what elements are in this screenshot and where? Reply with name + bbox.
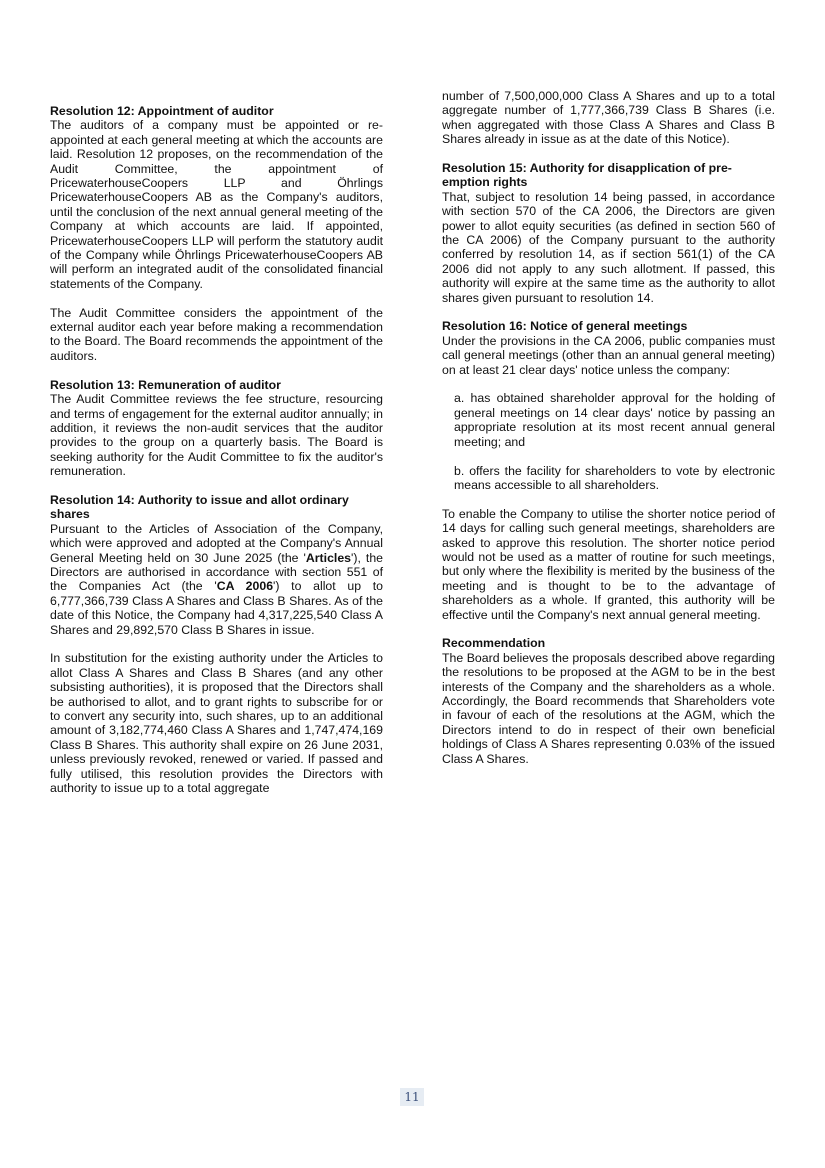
articles-defined-term: Articles [305, 550, 352, 565]
resolution-13-heading: Resolution 13: Remuneration of auditor [50, 377, 281, 392]
resolution-14-continuation: number of 7,500,000,000 Class A Shares and up to a total aggregate number of 1,777,366,739 Class B Shares (i.e. when aggregated with those Class A Shares and Class B Shares already in issue as at the date of this Notice). [442, 89, 775, 147]
resolution-16-item-a: a. has obtained shareholder approval for the holding of general meetings on 14 clear days' notice by passing an appropriate resolution at its most recent annual general meeting; and [454, 391, 775, 449]
resolution-14-paragraph-2: In substitution for the existing authority under the Articles to allot Class A Shares and Class B Shares (and any other subsisting authorities), it is proposed that the Directors shall be authorised to allot, and to grant rights to subscribe for or to convert any security into, such shares, up to an additional amount of 3,182,774,460 Class A Shares and 1,747,474,169 Class B Shares. This authority shall expire on 26 June 2031, unless previously revoked, renewed or varied. If passed and fully utilised, this resolution provides the Directors with authority to issue up to a total aggregate [50, 651, 383, 796]
resolution-12-paragraph-1: The auditors of a company must be appointed or re-appointed at each general meeting at which the accounts are laid. Resolution 12 proposes, on the recommendation of the Audit Committee, the appointment of PricewaterhouseCoopers LLP and Öhrlings PricewaterhouseCoopers AB as the Company's auditors, until the conclusion of the next annual general meeting of the Company at which accounts are laid. If appointed, PricewaterhouseCoopers LLP will perform the statutory audit of the Company while Öhrlings PricewaterhouseCoopers AB will perform an integrated audit of the consolidated financial statements of the Company. [50, 118, 383, 291]
resolution-14-heading: Resolution 14: Authority to issue and allot ordinary shares [50, 492, 349, 522]
left-column [50, 104, 383, 810]
resolution-14-paragraph-1 [50, 522, 383, 637]
resolution-15-paragraph-1: That, subject to resolution 14 being passed, in accordance with section 570 of the CA 2006, the Directors are given power to allot equity securities (as defined in section 560 of the CA 2006) of the Company pursuant to the authority conferred by resolution 14, as if section 561(1) of the CA 2006 did not apply to any such allotment. If passed, this authority will expire at the same time as the authority to allot shares given pursuant to resolution 14. [442, 189, 775, 305]
resolution-12-paragraph-2: The Audit Committee considers the appointment of the external auditor each year before making a recommendation to the Board. The Board recommends the appointment of the auditors. [50, 305, 383, 363]
resolution-14-text-c: '), the Directors are authorised in accordance with section 551 of the Companies Act (the ' [50, 550, 383, 594]
resolution-16-heading: Resolution 16: Notice of general meetings [442, 319, 688, 334]
resolution-15-heading: Resolution 15: Authority for disapplication of pre-emption rights [442, 161, 732, 190]
resolution-14-text-e: ') to allot up to 6,777,366,739 Class A Shares and Class B Shares. As of the date of this Notice, the Company had 4,317,225,540 Class A Shares and 29,892,570 Class B Shares in issue. [50, 579, 383, 637]
right-column [442, 89, 775, 780]
recommendation-paragraph-1: The Board believes the proposals described above regarding the resolutions to be proposed at the AGM to be in the best interests of the Company and the shareholders as a whole. Accordingly, the Board recommends that Shareholders vote in favour of each of the resolutions at the AGM, which the Directors intend to do in respect of their own beneficial holdings of Class A Shares representing 0.03% of the issued Class A Shares. [442, 650, 775, 766]
recommendation-heading: Recommendation [442, 636, 546, 651]
resolution-16-paragraph-1: Under the provisions in the CA 2006, public companies must call general meetings (other than an annual general meeting) on at least 21 clear days' notice unless the company: [442, 333, 775, 377]
resolution-13-paragraph-1: The Audit Committee reviews the fee structure, resourcing and terms of engagement for the external auditor annually; in addition, it reviews the non-audit services that the auditor provides to the group on a quarterly basis. The Board is seeking authority for the Audit Committee to fix the auditor's remuneration. [50, 392, 383, 479]
resolution-14-text-a: Pursuant to the Articles of Association of the Company, which were approved and adopted at the Company's Annual General Meeting held on 30 June 2025 (the ' [50, 521, 383, 565]
resolution-16-paragraph-2: To enable the Company to utilise the shorter notice period of 14 days for calling such general meetings, shareholders are asked to approve this resolution. The shorter notice period would not be used as a matter of routine for such meetings, but only where the flexibility is merited by the business of the meeting and is thought to be to the advantage of shareholders as a whole. If granted, this authority will be effective until the Company's next annual general meeting. [442, 506, 775, 622]
ca2006-defined-term: CA 2006 [216, 579, 274, 594]
resolution-12-heading: Resolution 12: Appointment of auditor [50, 104, 274, 118]
page-number: 11 [400, 1088, 424, 1106]
resolution-16-item-b: b. offers the facility for shareholders to vote by electronic means accessible to all shareholders. [454, 463, 775, 492]
